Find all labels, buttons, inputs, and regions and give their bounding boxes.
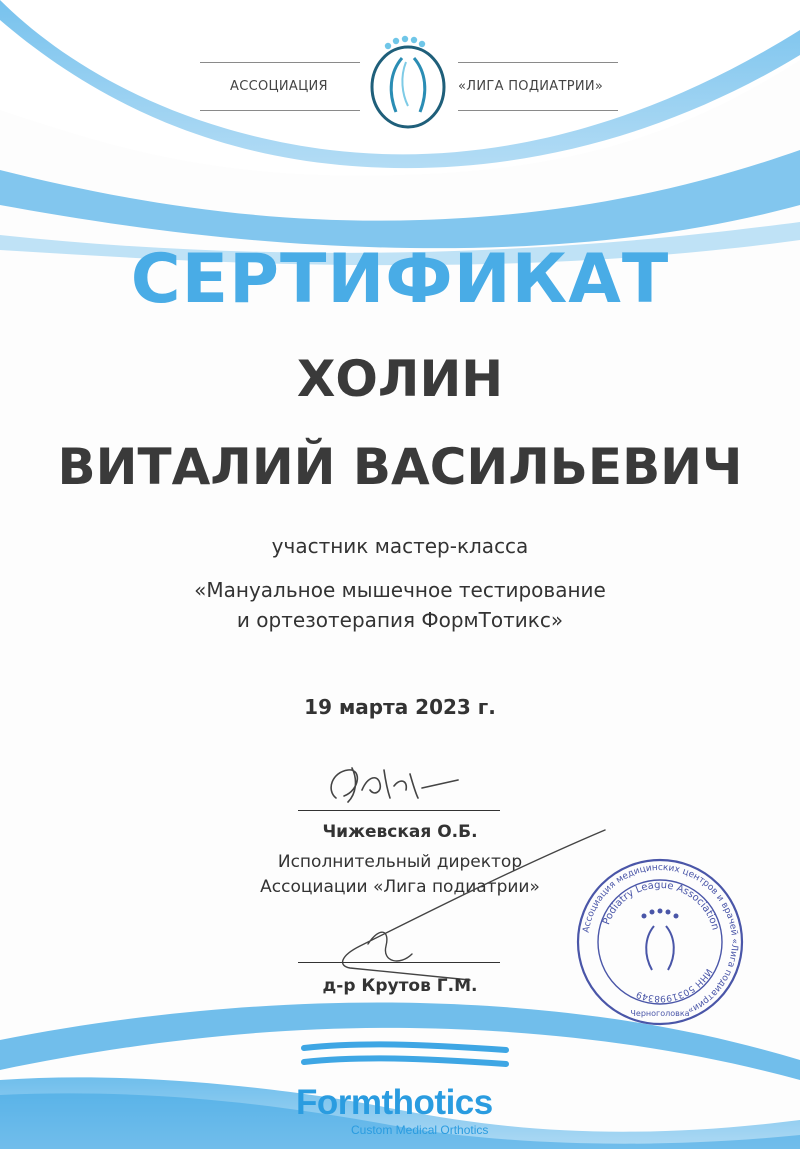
stamp-city-text: Черноголовка <box>630 1009 690 1018</box>
header-rule-left-bottom <box>200 110 360 111</box>
header-rule-right-bottom <box>458 110 618 111</box>
signature-line-first <box>298 810 500 811</box>
first-signatory-position-line1: Исполнительный директор <box>277 852 523 872</box>
course-title <box>0 575 800 635</box>
certificate-title: СЕРТИФИКАТ <box>130 240 670 319</box>
formthotics-wave-icon <box>300 1040 510 1082</box>
header-league-label: «ЛИГА ПОДИАТРИИ» <box>458 79 604 94</box>
course-title-line1: «Мануальное мышечное тестирование <box>194 578 606 602</box>
recipient-surname: ХОЛИН <box>296 350 504 408</box>
header-rule-right-top <box>458 62 618 63</box>
stamp-en-text: Podiatry League Association <box>601 879 721 932</box>
stamp-ru-text: Ассоциация медицинских центров и врачей «Лига подиатрии» <box>581 862 740 1016</box>
certificate-date: 19 марта 2023 г. <box>304 695 496 719</box>
formthotics-tagline: Custom Medical Orthotics <box>351 1123 489 1137</box>
header-association-label: АССОЦИАЦИЯ <box>230 79 328 94</box>
podiatry-league-logo-icon <box>360 32 456 132</box>
stamp-inn-text: ИНН 5031998349 <box>635 966 714 1004</box>
formthotics-logo-text: Formthotics <box>296 1083 493 1122</box>
participant-role: участник мастер-класса <box>271 534 529 558</box>
signature-chizhevskaya <box>318 760 478 806</box>
association-stamp <box>574 856 746 1028</box>
header-rule-left-top <box>200 62 360 63</box>
signature-line-second <box>298 962 500 963</box>
second-signatory-name: д-р Крутов Г.М. <box>322 976 478 996</box>
recipient-given-names: ВИТАЛИЙ ВАСИЛЬЕВИЧ <box>57 438 743 496</box>
first-signatory-position-line2: Ассоциации «Лига подиатрии» <box>260 877 540 897</box>
first-signatory-name: Чижевская О.Б. <box>322 822 478 842</box>
course-title-line2: и ортезотерапия ФормТотикс» <box>236 608 564 632</box>
